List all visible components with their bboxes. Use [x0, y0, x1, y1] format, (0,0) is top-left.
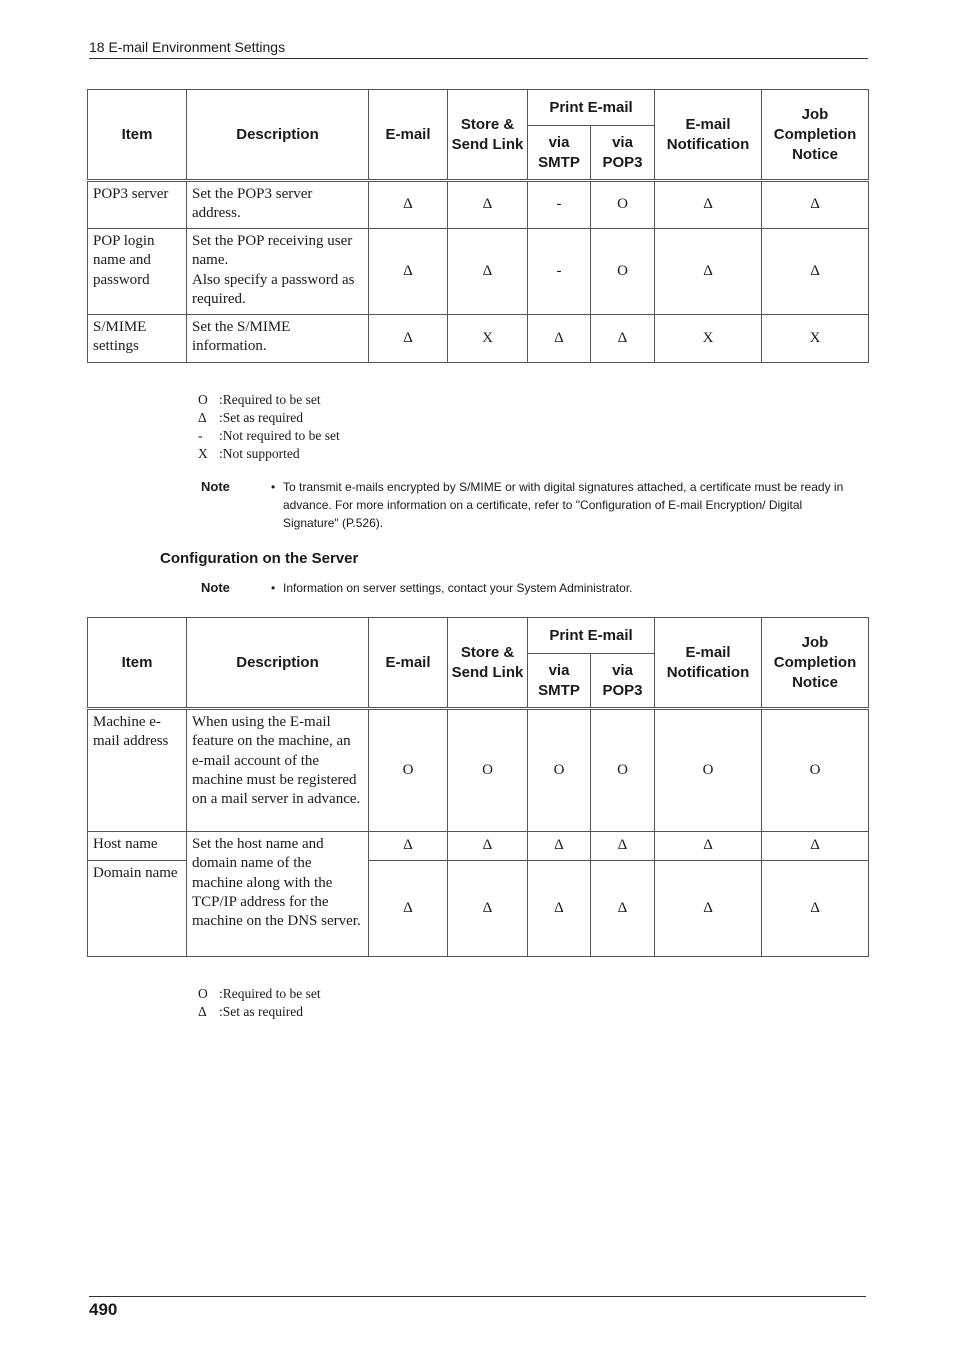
legend-2 [198, 985, 321, 1021]
col-header-email: E-mail [369, 90, 448, 181]
col-header-job-completion-notice: Job Completion Notice [762, 618, 869, 709]
table-row [88, 832, 869, 861]
cell-job-completion-notice: Δ [762, 861, 869, 957]
cell-job-completion-notice: Δ [762, 229, 869, 315]
cell-email: O [369, 709, 448, 832]
cell-store-send-link: Δ [448, 229, 528, 315]
table-row [88, 181, 869, 229]
legend-item [198, 391, 340, 409]
col-header-store-send-link: Store & Send Link [448, 90, 528, 181]
col-header-print-email: Print E-mail [528, 90, 655, 126]
cell-email-notification: Δ [655, 229, 762, 315]
cell-via-pop3: O [591, 181, 655, 229]
col-header-email-notification: E-mail Notification [655, 618, 762, 709]
cell-email: Δ [369, 229, 448, 315]
cell-store-send-link: Δ [448, 832, 528, 861]
legend-text: :Required to be set [219, 986, 321, 1001]
table-row [88, 229, 869, 315]
cell-email-notification: Δ [655, 181, 762, 229]
legend-symbol: O [198, 986, 208, 1001]
cell-via-smtp: - [528, 229, 591, 315]
cell-item: POP login name and password [88, 229, 187, 315]
note-2 [201, 579, 861, 597]
legend-item [198, 427, 340, 445]
bullet-icon: • [271, 581, 276, 595]
cell-description: Set the S/MIME information. [187, 315, 369, 363]
legend-text: :Set as required [219, 410, 303, 425]
cell-via-smtp: O [528, 709, 591, 832]
col-header-job-completion-notice: Job Completion Notice [762, 90, 869, 181]
cell-store-send-link: X [448, 315, 528, 363]
cell-item: Host name [88, 832, 187, 861]
col-header-item: Item [88, 618, 187, 709]
legend-symbol: - [198, 428, 203, 443]
col-header-store-send-link: Store & Send Link [448, 618, 528, 709]
col-header-via-pop3: via POP3 [591, 654, 655, 709]
cell-description: When using the E-mail feature on the machine, an e-mail account of the machine must be registered on a mail server in advance. [187, 709, 369, 832]
cell-email-notification: Δ [655, 832, 762, 861]
cell-email-notification: O [655, 709, 762, 832]
cell-email-notification: X [655, 315, 762, 363]
bullet-icon: • [271, 480, 276, 494]
legend-item [198, 409, 340, 427]
cell-item: Domain name [88, 861, 187, 957]
cell-via-pop3: Δ [591, 861, 655, 957]
col-header-email: E-mail [369, 618, 448, 709]
cell-job-completion-notice: O [762, 709, 869, 832]
col-header-item: Item [88, 90, 187, 181]
cell-via-pop3: O [591, 229, 655, 315]
legend-text: :Not required to be set [219, 428, 340, 443]
cell-via-smtp: Δ [528, 861, 591, 957]
legend-symbol: Δ [198, 1004, 207, 1019]
legend-item [198, 985, 321, 1003]
legend-item [198, 445, 340, 463]
legend-item [198, 1003, 321, 1021]
cell-via-pop3: O [591, 709, 655, 832]
settings-table-1 [87, 89, 869, 363]
legend-symbol: X [198, 446, 208, 461]
col-header-email-notification: E-mail Notification [655, 90, 762, 181]
note-text: Information on server settings, contact your System Administrator. [283, 581, 633, 595]
cell-via-smtp: Δ [528, 832, 591, 861]
legend-1 [198, 391, 340, 463]
running-title: 18 E-mail Environment Settings [89, 39, 286, 55]
col-header-via-smtp: via SMTP [528, 654, 591, 709]
page-number: 490 [89, 1300, 118, 1319]
cell-item: POP3 server [88, 181, 187, 229]
cell-via-smtp: - [528, 181, 591, 229]
col-header-description: Description [187, 618, 369, 709]
legend-text: :Required to be set [219, 392, 321, 407]
cell-via-pop3: Δ [591, 315, 655, 363]
note-label: Note [201, 479, 230, 494]
note-text: To transmit e-mails encrypted by S/MIME or with digital signatures attached, a certificate must be ready in advance. For more information on a certificate, refer to "Configuration of E-mail Encryption/ Digital Signature" (P.526). [283, 480, 844, 530]
cell-job-completion-notice: X [762, 315, 869, 363]
note-label: Note [201, 580, 230, 595]
cell-item: S/MIME settings [88, 315, 187, 363]
cell-email: Δ [369, 315, 448, 363]
cell-email: Δ [369, 861, 448, 957]
cell-description: Set the POP receiving user name. Also specify a password as required. [187, 229, 369, 315]
col-header-via-pop3: via POP3 [591, 126, 655, 181]
cell-job-completion-notice: Δ [762, 832, 869, 861]
cell-job-completion-notice: Δ [762, 181, 869, 229]
cell-store-send-link: Δ [448, 861, 528, 957]
table-row [88, 315, 869, 363]
cell-via-pop3: Δ [591, 832, 655, 861]
legend-symbol: O [198, 392, 208, 407]
col-header-print-email: Print E-mail [528, 618, 655, 654]
cell-description: Set the POP3 server address. [187, 181, 369, 229]
cell-email: Δ [369, 181, 448, 229]
cell-description: Set the host name and domain name of the machine along with the TCP/IP address for the machine on the DNS server. [187, 832, 369, 957]
cell-via-smtp: Δ [528, 315, 591, 363]
note-1 [201, 478, 861, 532]
cell-item: Machine e-mail address [88, 709, 187, 832]
table-row [88, 709, 869, 832]
running-header [89, 39, 868, 59]
legend-symbol: Δ [198, 410, 207, 425]
note-body [271, 478, 861, 532]
cell-store-send-link: O [448, 709, 528, 832]
note-body [271, 579, 632, 597]
legend-text: :Not supported [219, 446, 300, 461]
cell-store-send-link: Δ [448, 181, 528, 229]
section-title: Configuration on the Server [160, 550, 359, 567]
footer-divider [89, 1296, 866, 1297]
settings-table-2 [87, 617, 869, 957]
cell-email: Δ [369, 832, 448, 861]
col-header-description: Description [187, 90, 369, 181]
cell-email-notification: Δ [655, 861, 762, 957]
col-header-via-smtp: via SMTP [528, 126, 591, 181]
legend-text: :Set as required [219, 1004, 303, 1019]
